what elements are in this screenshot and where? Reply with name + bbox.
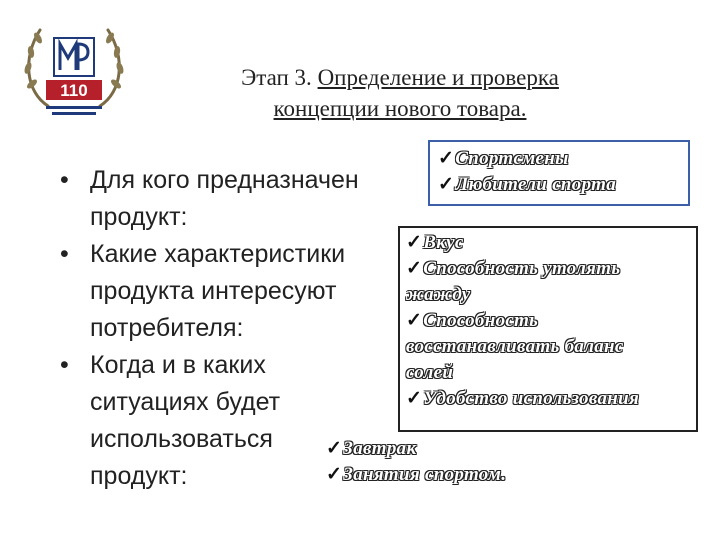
answer-item: [406, 308, 696, 334]
bullet: •: [60, 166, 69, 194]
university-logo: [18, 14, 130, 132]
question-text: использоваться: [90, 425, 273, 453]
answer-item: [326, 462, 550, 488]
answer-text-continuation: солей: [406, 362, 454, 383]
answer-text: Удобство использования: [423, 388, 640, 409]
answer-text: Занятия спортом.: [343, 464, 507, 485]
title-underlined-part-2: концепции нового товара.: [273, 96, 527, 121]
question-text: ситуациях будет: [90, 388, 281, 416]
check-icon: ✓: [406, 258, 423, 279]
answer-item: [438, 172, 688, 198]
answer-item: [438, 146, 688, 172]
question-text: Какие характеристики: [90, 240, 346, 268]
check-icon: ✓: [326, 464, 343, 485]
logo-text: 110: [60, 81, 88, 100]
university-crest-icon: [18, 14, 130, 132]
answer-text: Способность утолять: [423, 258, 621, 279]
title-underlined-part-1: Определение и проверка: [317, 65, 559, 90]
question-item: [60, 236, 423, 347]
bullet: •: [60, 351, 69, 379]
check-icon: ✓: [406, 232, 423, 253]
answer-text: Спортсмены: [455, 148, 569, 169]
answer-box-situations: [320, 432, 550, 496]
answer-text: Способность: [423, 310, 539, 331]
answer-text: Вкус: [423, 232, 464, 253]
question-text: продукт:: [90, 462, 188, 490]
question-text: потребителя:: [90, 314, 244, 342]
answer-item: [406, 256, 696, 282]
check-icon: ✓: [326, 438, 343, 459]
check-icon: ✓: [438, 148, 455, 169]
check-icon: ✓: [406, 310, 423, 331]
answer-text: Любители спорта: [455, 174, 617, 195]
title-line-1: [150, 62, 650, 93]
question-text: Для кого предназначен: [90, 166, 359, 194]
answer-text-continuation: жажду: [406, 284, 471, 305]
slide-title: [150, 62, 650, 124]
answer-item: [406, 230, 696, 256]
question-text: Когда и в каких: [90, 351, 266, 379]
question-text: продукта интересуют: [90, 277, 337, 305]
question-text: продукт:: [90, 203, 188, 231]
answer-item: [326, 436, 550, 462]
answer-box-audience: [428, 140, 690, 206]
answer-box-characteristics: [398, 226, 698, 432]
answer-text: Завтрак: [343, 438, 417, 459]
check-icon: ✓: [438, 174, 455, 195]
title-prefix: Этап 3.: [241, 65, 312, 90]
bullet: •: [60, 240, 69, 268]
answer-text-continuation: восстанавливать баланс: [406, 336, 624, 357]
question-item: [60, 162, 420, 236]
answer-item: [406, 386, 696, 412]
check-icon: ✓: [406, 388, 423, 409]
